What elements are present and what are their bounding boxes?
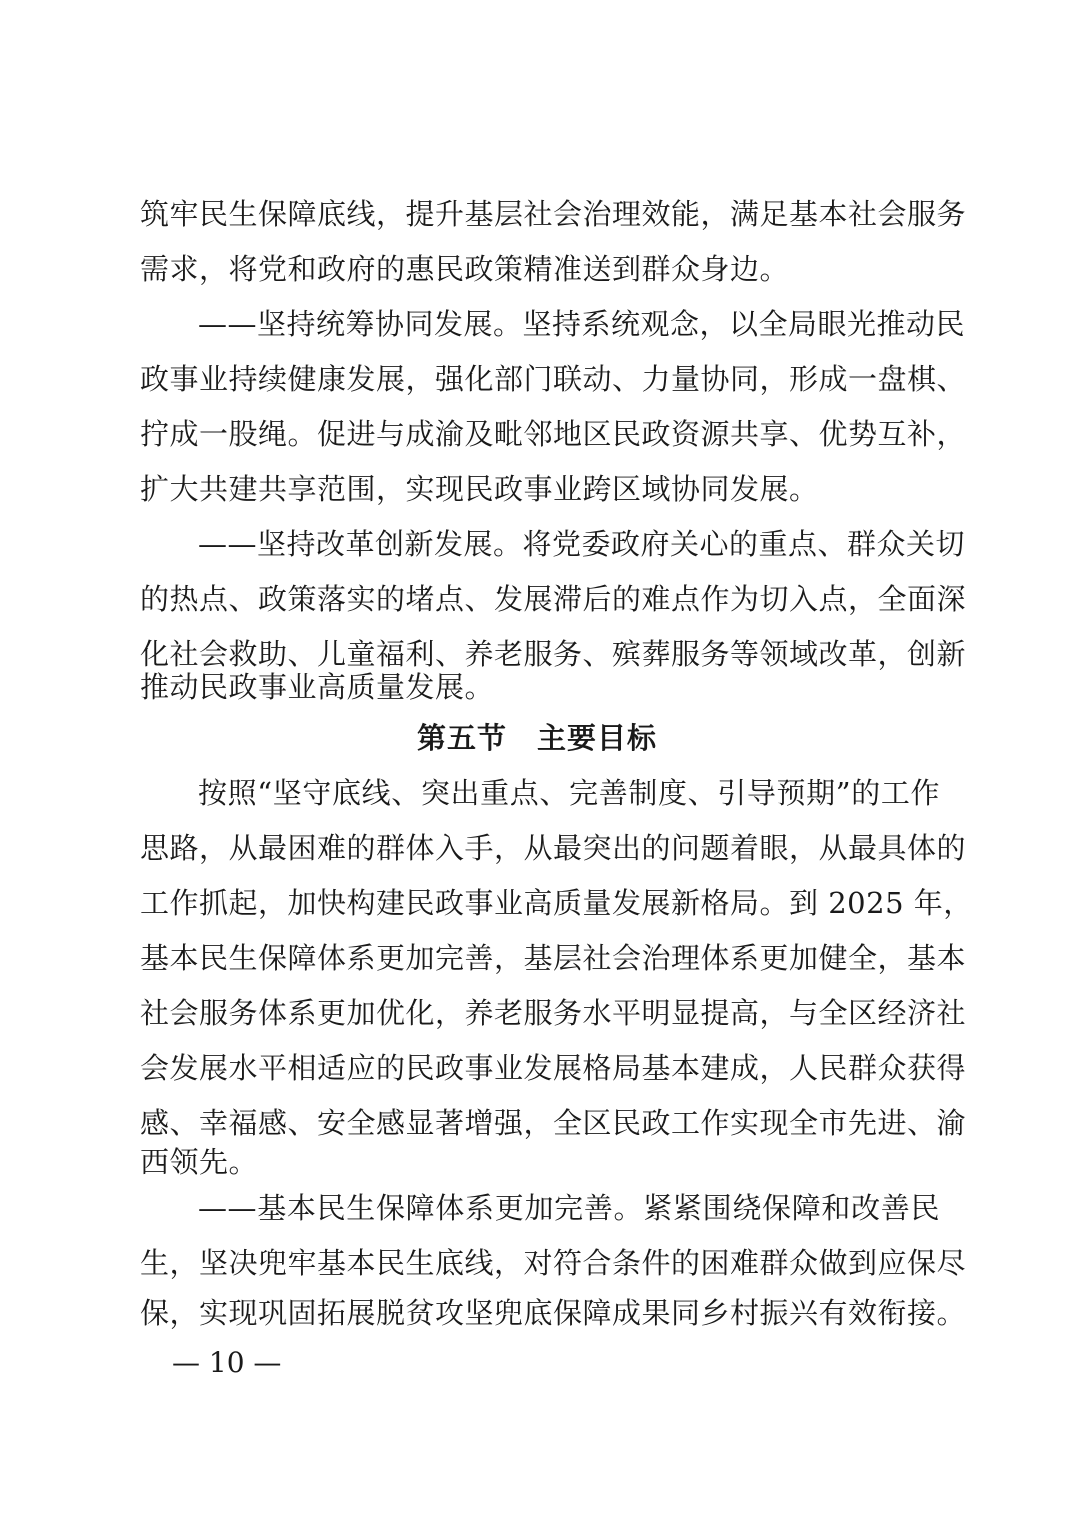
body-text-line: ——坚持统筹协同发展。坚持系统观念，以全局眼光推动民 (198, 307, 966, 341)
body-text-line: 西领先。 (140, 1145, 259, 1179)
body-text-line: 社会服务体系更加优化，养老服务水平明显提高，与全区经济社 (140, 996, 967, 1030)
body-text-line: 感、幸福感、安全感显著增强，全区民政工作实现全市先进、渝 (140, 1106, 967, 1140)
body-text-line: 思路，从最困难的群体入手，从最突出的问题着眼，从最具体的 (140, 831, 967, 865)
body-text-line: 生，坚决兜牢基本民生底线，对符合条件的困难群众做到应保尽 (140, 1246, 967, 1280)
body-text-line: 会发展水平相适应的民政事业发展格局基本建成，人民群众获得 (140, 1051, 967, 1085)
body-text-line: 化社会救助、儿童福利、养老服务、殡葬服务等领域改革，创新 (140, 637, 967, 671)
body-text-line: 扩大共建共享范围，实现民政事业跨区域协同发展。 (140, 472, 819, 506)
body-text-line: 保，实现巩固拓展脱贫攻坚兜底保障成果同乡村振兴有效衔接。 (140, 1296, 967, 1330)
section-heading: 第五节 主要目标 (416, 721, 657, 755)
body-text-line: 推动民政事业高质量发展。 (140, 670, 495, 704)
body-text-line: ——坚持改革创新发展。将党委政府关心的重点、群众关切 (198, 527, 966, 561)
body-text-line: 工作抓起，加快构建民政事业高质量发展新格局。到 2025 年， (140, 886, 973, 920)
body-text-line: 筑牢民生保障底线，提升基层社会治理效能，满足基本社会服务 (140, 197, 967, 231)
body-text-line: 政事业持续健康发展，强化部门联动、力量协同，形成一盘棋、 (140, 362, 967, 396)
body-text-line: 按照“坚守底线、突出重点、完善制度、引导预期”的工作 (198, 776, 940, 810)
body-text-line: 基本民生保障体系更加完善，基层社会治理体系更加健全，基本 (140, 941, 967, 975)
page-number: — 10 — (172, 1346, 282, 1379)
body-text-line: 需求，将党和政府的惠民政策精准送到群众身边。 (140, 252, 790, 286)
body-text-line: 拧成一股绳。促进与成渝及毗邻地区民政资源共享、优势互补， (140, 417, 967, 451)
body-text-line: 的热点、政策落实的堵点、发展滞后的难点作为切入点，全面深 (140, 582, 967, 616)
body-text-line: ——基本民生保障体系更加完善。紧紧围绕保障和改善民 (198, 1191, 940, 1225)
